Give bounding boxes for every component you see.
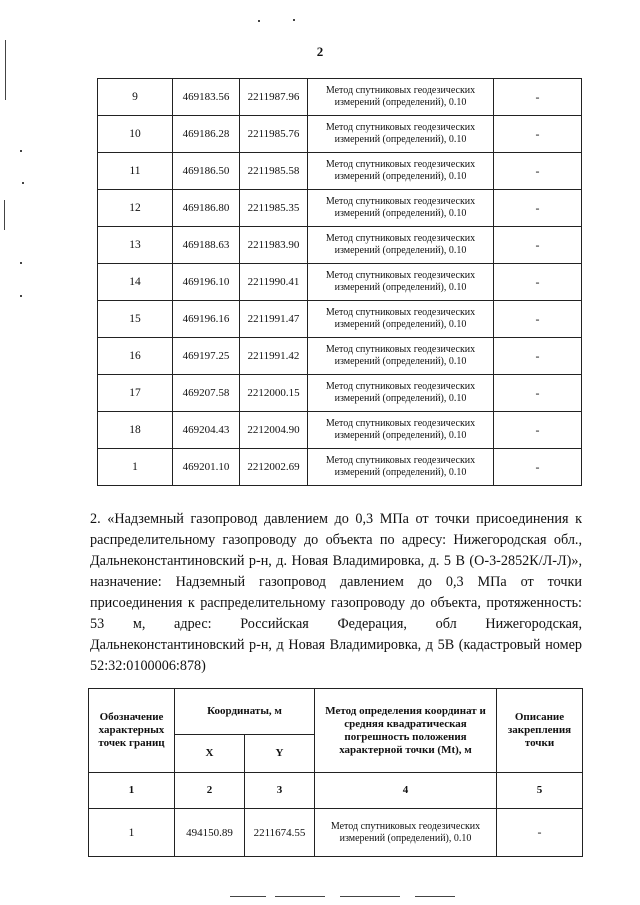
method-text: Метод спутниковых геодезических измерений (определений), 0.10: [308, 375, 494, 412]
method-text: Метод спутниковых геодезических измерений (определений), 0.10: [308, 449, 494, 486]
description-text: -: [494, 301, 582, 338]
coord-y: 2211674.55: [245, 809, 315, 857]
method-text: Метод спутниковых геодезических измерений (определений), 0.10: [308, 227, 494, 264]
method-text: Метод спутниковых геодезических измерений (определений), 0.10: [308, 412, 494, 449]
point-number: 9: [98, 79, 173, 116]
point-number: 18: [98, 412, 173, 449]
scan-artifact: [230, 896, 266, 897]
table-row: [98, 375, 582, 412]
coord-x: 469196.10: [173, 264, 240, 301]
method-text: Метод спутниковых геодезических измерений (определений), 0.10: [308, 79, 494, 116]
coord-x: 469188.63: [173, 227, 240, 264]
coord-y: 2211990.41: [240, 264, 308, 301]
table-row: [98, 190, 582, 227]
coord-y: 2212004.90: [240, 412, 308, 449]
coord-y: 2211983.90: [240, 227, 308, 264]
coord-x: 469201.10: [173, 449, 240, 486]
description-text: -: [494, 264, 582, 301]
description-text: -: [494, 116, 582, 153]
coord-y: 2212002.69: [240, 449, 308, 486]
table-row: [98, 116, 582, 153]
scan-artifact: [258, 20, 260, 22]
point-number: 1: [89, 809, 175, 857]
scan-artifact: [293, 19, 295, 21]
header-method: Метод определения координат и средняя квадратическая погрешность положения характерной точки (Mt), м: [315, 689, 497, 773]
table-row: [98, 301, 582, 338]
method-text: Метод спутниковых геодезических измерений (определений), 0.10: [308, 190, 494, 227]
scan-artifact: [4, 200, 5, 230]
table-row: [98, 412, 582, 449]
point-number: 12: [98, 190, 173, 227]
coord-y: 2211991.47: [240, 301, 308, 338]
header-x: X: [175, 735, 245, 773]
scan-artifact: [20, 262, 22, 264]
coord-x: 469204.43: [173, 412, 240, 449]
coord-y: 2211985.35: [240, 190, 308, 227]
method-text: Метод спутниковых геодезических измерений (определений), 0.10: [308, 301, 494, 338]
table-row: [98, 79, 582, 116]
point-number: 11: [98, 153, 173, 190]
point-number: 13: [98, 227, 173, 264]
table-row: [98, 227, 582, 264]
coord-y: 2211985.76: [240, 116, 308, 153]
description-text: -: [494, 375, 582, 412]
description-text: -: [494, 338, 582, 375]
point-number: 15: [98, 301, 173, 338]
coord-y: 2211985.58: [240, 153, 308, 190]
point-number: 10: [98, 116, 173, 153]
header-description: Описание закрепления точки: [497, 689, 583, 773]
method-text: Метод спутниковых геодезических измерений (определений), 0.10: [308, 338, 494, 375]
column-index-5: 5: [497, 773, 583, 809]
coord-x: 469196.16: [173, 301, 240, 338]
coord-x: 469186.28: [173, 116, 240, 153]
method-text: Метод спутниковых геодезических измерений (определений), 0.10: [308, 264, 494, 301]
scan-artifact: [22, 182, 24, 184]
description-text: -: [494, 79, 582, 116]
table-row: [89, 809, 583, 857]
scan-artifact: [275, 896, 325, 897]
coordinates-table-body: [98, 79, 582, 486]
coord-y: 2211987.96: [240, 79, 308, 116]
coord-y: 2212000.15: [240, 375, 308, 412]
description-text: -: [494, 449, 582, 486]
coord-x: 469186.50: [173, 153, 240, 190]
coordinates-table-continued: [97, 78, 582, 486]
point-number: 1: [98, 449, 173, 486]
point-number: 14: [98, 264, 173, 301]
header-y: Y: [245, 735, 315, 773]
scan-artifact: [415, 896, 455, 897]
description-text: -: [494, 412, 582, 449]
header-coordinates: Координаты, м: [175, 689, 315, 735]
coord-x: 494150.89: [175, 809, 245, 857]
column-index-2: 2: [175, 773, 245, 809]
table-row: [98, 338, 582, 375]
coord-x: 469207.58: [173, 375, 240, 412]
coordinates-table: [88, 688, 583, 857]
method-text: Метод спутниковых геодезических измерений (определений), 0.10: [315, 809, 497, 857]
column-index-1: 1: [89, 773, 175, 809]
coord-y: 2211991.42: [240, 338, 308, 375]
description-text: -: [497, 809, 583, 857]
table-row: [98, 449, 582, 486]
description-text: -: [494, 227, 582, 264]
page-number: 2: [316, 44, 324, 59]
method-text: Метод спутниковых геодезических измерений (определений), 0.10: [308, 116, 494, 153]
header-points: Обозначение характерных точек границ: [89, 689, 175, 773]
column-index-4: 4: [315, 773, 497, 809]
scan-artifact: [20, 295, 22, 297]
description-text: -: [494, 153, 582, 190]
point-number: 16: [98, 338, 173, 375]
column-index-3: 3: [245, 773, 315, 809]
description-text: -: [494, 190, 582, 227]
table-row: [98, 264, 582, 301]
coord-x: 469183.56: [173, 79, 240, 116]
object-description-paragraph: 2. «Надземный газопровод давлением до 0,3 МПа от точки присоединения к распределительному газопроводу до объекта по адресу: Нижегородская обл., Дальнеконстантиновский р-н, д. Новая Владимировка, д. 5 В (О-3-2852К/Л-Л)», назначение: Надземный газопровод давлением до 0,3 МПа от точки присоединения к распределительному газопроводу до объекта, протяженность: 53 м, адрес: Российская Федерация, обл Нижегородская, Дальнеконстантиновский р-н, д Новая Владимировка, д 5В (кадастровый номер 52:32:0100006:878): [90, 511, 582, 674]
method-text: Метод спутниковых геодезических измерений (определений), 0.10: [308, 153, 494, 190]
scan-artifact: [340, 896, 400, 897]
table-row: [98, 153, 582, 190]
coord-x: 469186.80: [173, 190, 240, 227]
point-number: 17: [98, 375, 173, 412]
scan-artifact: [20, 150, 22, 152]
coord-x: 469197.25: [173, 338, 240, 375]
